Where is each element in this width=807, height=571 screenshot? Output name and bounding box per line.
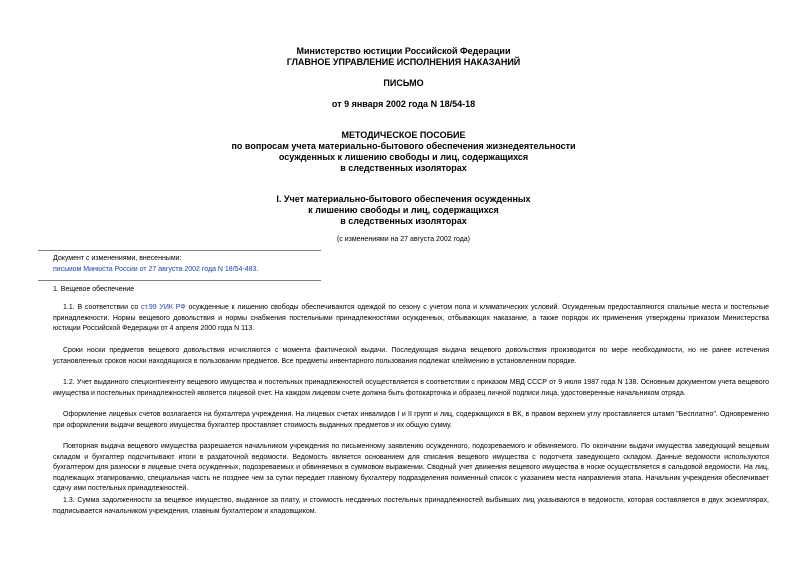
revision-note: (с изменениями на 27 августа 2002 года) [336, 236, 471, 243]
title-line-1: МЕТОДИЧЕСКОЕ ПОСОБИЕ [341, 130, 466, 140]
changes-box-top-rule [38, 250, 321, 251]
amendment-letter-link[interactable]: письмом Минюста России от 27 августа 2002 года N 18/54-483 [53, 266, 257, 273]
title-line-2: по вопросам учета материально-бытового обеспечения жизнедеятельности [231, 141, 576, 151]
section-heading-line-1: I. Учет материально-бытового обеспечения осужденных [276, 194, 531, 204]
paragraph-1-1-prefix: 1.1. В соответствии со [63, 304, 141, 311]
directorate-name: ГЛАВНОЕ УПРАВЛЕНИЕ ИСПОЛНЕНИЯ НАКАЗАНИЙ [286, 57, 521, 67]
subsection-heading: 1. Вещевое обеспечение [53, 286, 135, 293]
section-heading-line-2: к лишению свободы и лиц, содержащихся [308, 205, 499, 215]
paragraph-1-1-text: осужденные к лишению свободы обеспечиваются одеждой по сезону с учетом пола и климатических условий. Осужденным предоставляются спальные места и постельные принадлежности. Нормы вещевого довольствия и нормы снабжения постельными принадлежностями осужденных, отбывающих наказание, а также порядок их применения утверждены приказом Министерства юстиции Российской Федерации от 4 апреля 2000 года N 113. [53, 304, 770, 332]
paragraph-1-3: 1.3. Сумма задолженности за вещевое имущество, выданное за плату, и стоимость несданных постельных принадлежностей выбывших лиц указываются в ведомости, которая составляется в двух экземплярах, подписывается начальником учреждения, главным бухгалтером и кладовщиком. [53, 497, 769, 515]
title-line-4: в следственных изоляторах [340, 163, 467, 173]
changes-box-label: Документ с изменениями, внесенными: [53, 255, 182, 262]
paragraph-1-2: 1.2. Учет выданного спецконтингенту вещевого имущества и постельных принадлежностей осуществляется в соответствии с приказом МВД СССР от 9 июля 1987 года N 138. Основным документом учета вещевого имущества и постельных принадлежностей является лицевой счет. На каждом лицевом счете должна быть фотокарточка и образец личной подписи лица, удостоверенные начальником отряда. [53, 379, 769, 397]
changes-box-entry [53, 265, 258, 276]
amendment-link-suffix: . [256, 266, 259, 273]
paragraph-1-1 [53, 303, 769, 335]
paragraph-wear-terms: Сроки носки предметов вещевого довольствия исчисляются с момента фактической выдачи. Последующая выдача вещевого довольствия производится по мере необходимости, но не ранее истечения установленных сроков носки находящихся в пользовании предметов. Все предметы инвентарного пользования подлежат клеймению в установленном порядке. [53, 347, 769, 365]
ministry-name: Министерство юстиции Российской Федерации [296, 46, 511, 56]
document-date-number: от 9 января 2002 года N 18/54-18 [331, 99, 476, 109]
paragraph-accounts: Оформление лицевых счетов возлагается на бухгалтера учреждения. На лицевых счетах инвалидов I и II групп и лиц, содержащихся в ВК, в правом верхнем углу проставляется штамп "Бесплатно". Одновременно при оформлении выдачи вещевого имущества бухгалтер проставляет стоимость выданных предметов и их общую сумму. [53, 411, 769, 429]
document-type: ПИСЬМО [383, 78, 424, 88]
paragraph-repeat-issue: Повторная выдача вещевого имущества разрешается начальником учреждения по письменному заявлению осужденного, подозреваемого и обвиняемого. По окончании выдачи имущества заведующий вещевым складом и бухгалтер подсчитывают итоги в раздаточной ведомости. Ведомость является основанием для списания вещевого имущества с подотчета заведующего складом. Данные ведомости используются бухгалтером для разноски в лицевые счета осужденных, подозреваемых и обвиняемых в суммовом выражении. Сводный учет движения вещевого имущества в носке осуществляется в сальдовой ведомости. На лиц, подлежащих этапированию, специальная часть не позднее чем за сутки передает главному бухгалтеру подразделения поименный список с указанием места направления этапа. Начальник учреждения обеспечивает сдачу ими постельных принадлежностей. [53, 443, 769, 492]
section-heading-line-3: в следственных изоляторах [340, 216, 467, 226]
title-line-3: осужденных к лишению свободы и лиц, содержащихся [278, 152, 529, 162]
changes-box-bottom-rule [38, 280, 321, 281]
uik-article-link[interactable]: ст.99 УИК РФ [141, 304, 186, 311]
